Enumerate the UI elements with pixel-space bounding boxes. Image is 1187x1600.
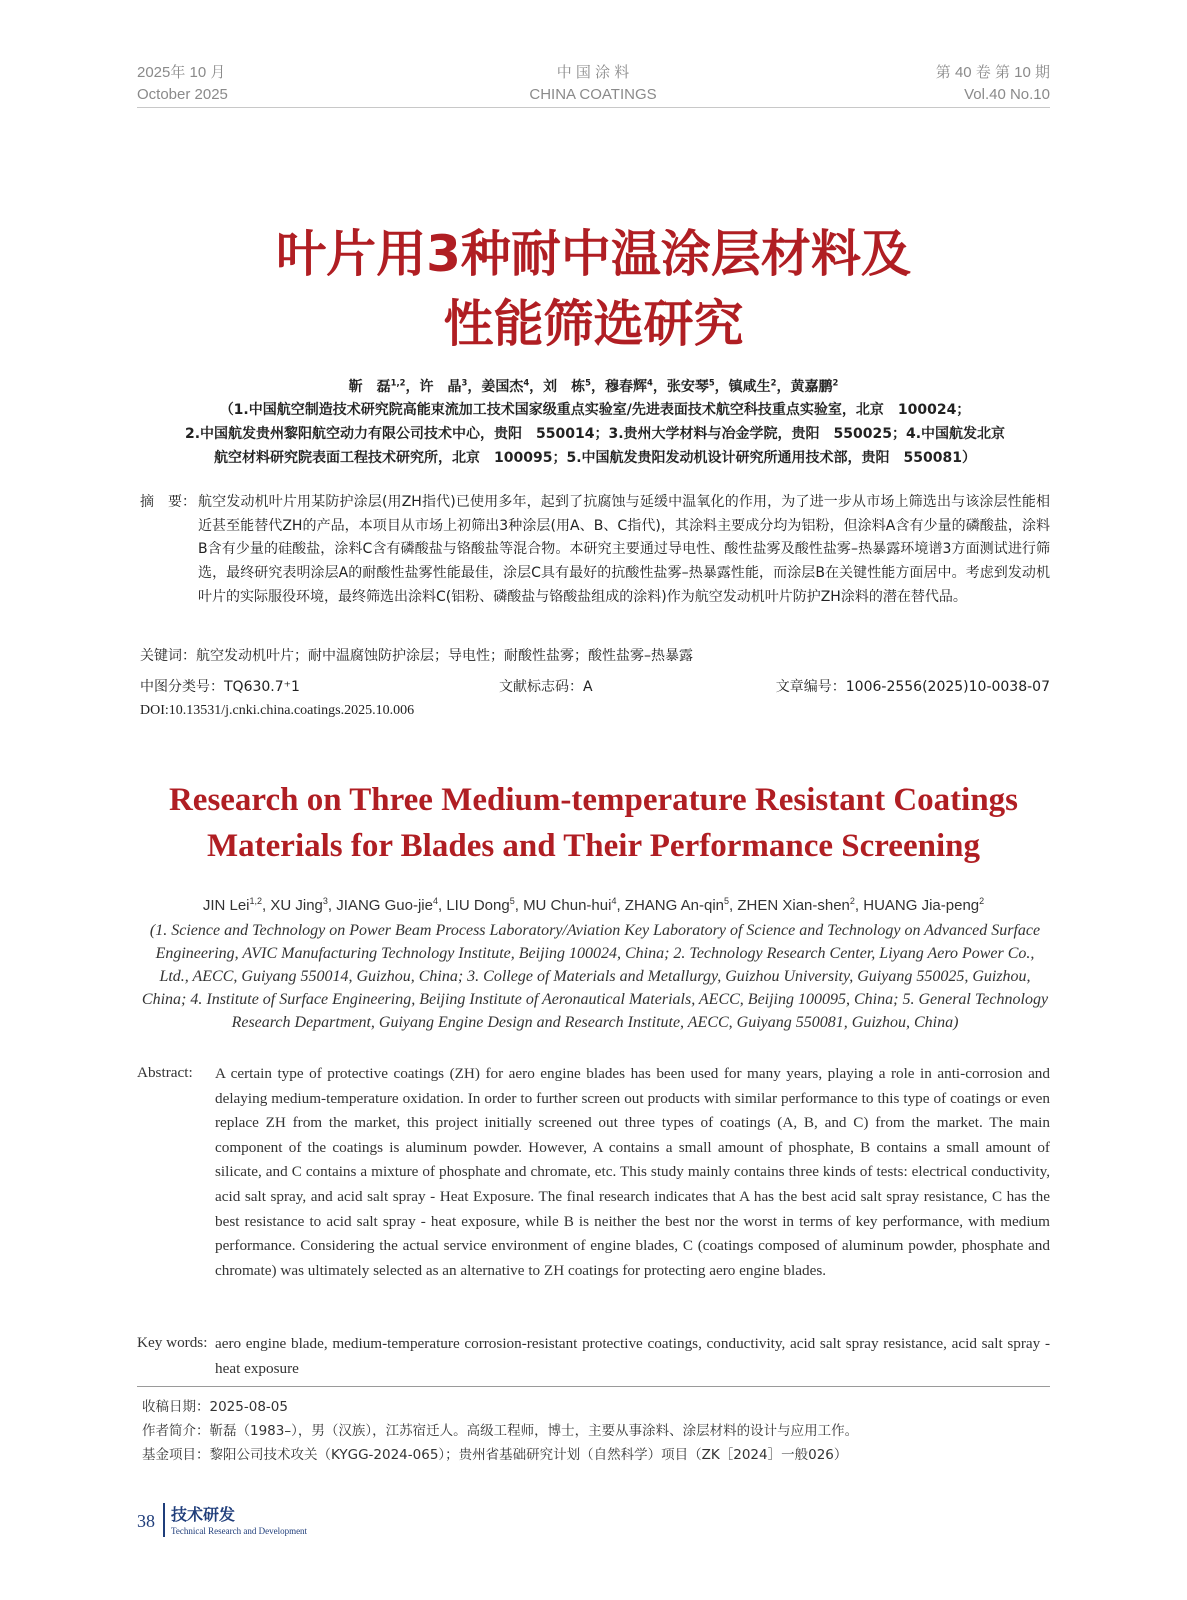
header-rule [137,107,1050,108]
header-right [936,62,1050,106]
author-authors_cn-0 [349,379,420,395]
footer-divider [163,1503,165,1537]
author-authors_en-2 [336,897,446,914]
author-name: LIU Dong [446,897,510,914]
issue-date-cn: 2025年 10 月 [137,64,226,81]
title-cn-line1: 叶片用3种耐中温涂层材料及 [276,225,911,283]
author-bio: 作者简介：靳磊（1983–），男（汉族），江苏宿迁人。高级工程师，博士，主要从事涂料、涂层材料的设计与应用工作。 [142,1423,859,1439]
keywords-en-text: aero engine blade, medium-temperature corrosion-resistant protective coatings, conductivity, acid salt spray resistance, acid salt spray - heat exposure [215,1335,1050,1377]
title-cn-line2: 性能筛选研究 [443,295,744,353]
volume-cn: 第 40 卷 第 10 期 [935,64,1050,81]
affiliation-cn-line3: 航空材料研究院表面工程技术研究所，北京 100095；5.中国航发贵阳发动机设计研究所通用技术部，贵阳 550081） [214,450,976,466]
author-separator: ， [652,379,667,395]
affiliation-cn-line2: 2.中国航发贵州黎阳航空动力有限公司技术中心，贵阳 550014；3.贵州大学材料与冶金学院，贵阳 550025；4.中国航发北京 [184,426,1006,442]
author-name: 张安琴 [666,379,709,395]
article-number: 文章编号：1006-2556(2025)10-0038-07 [775,679,1050,695]
author-name: 黄嘉鹏 [790,379,833,395]
author-name: XU Jing [270,897,323,914]
author-authors_cn-6 [729,379,791,395]
abstract-cn-text: 航空发动机叶片用某防护涂层(用ZH指代)已使用多年，起到了抗腐蚀与延缓中温氧化的作用，为了进一步从市场上筛选出与该涂层性能相近甚至能替代ZH的产品，本项目从市场上初筛出3种涂层(用A、B、C指代)，其涂料主要成分均为铝粉，但涂料A含有少量的磷酸盐，涂料B含有少量的硅酸盐，涂料C含有磷酸盐与铬酸盐等混合物。本研究主要通过导电性、酸性盐雾及酸性盐雾–热暴露环境谱3方面测试进行筛选，最终研究表明涂层A的耐酸性盐雾性能最佳，涂层C具有最好的抗酸性盐雾–热暴露性能，而涂层B在关键性能方面居中。考虑到发动机叶片的实际服役环境，最终筛选出涂料C(铝粉、磷酸盐与铬酸盐组成的涂料)作为航空发动机叶片防护ZH涂料的潜在替代品。 [198,494,1050,605]
author-authors_en-7 [863,897,984,914]
author-separator: , [327,897,337,914]
affiliations-cn [140,398,1050,470]
author-affiliation-mark: 2 [979,896,985,906]
author-name: ZHEN Xian-shen [737,897,850,914]
author-name: 靳 磊 [348,379,391,395]
author-authors_cn-3 [543,379,605,395]
author-separator: ， [776,379,791,395]
author-separator: ， [467,379,482,395]
received-date: 收稿日期：2025-08-05 [142,1399,288,1415]
keywords-en-label: Key words: [137,1334,208,1351]
journal-name-en: CHINA COATINGS [529,86,657,103]
author-authors_en-4 [523,897,625,914]
author-affiliation-mark: 1,2 [249,896,263,906]
author-separator: , [729,897,738,914]
journal-name-cn: 中 国 涂 料 [556,64,630,81]
abstract-cn-label: 摘 要： [140,494,196,510]
author-affiliation-mark: 5 [708,377,715,388]
author-name: 许 晶 [419,379,462,395]
issue-date-en: October 2025 [137,86,228,103]
author-affiliation-mark: 5 [585,377,591,388]
author-separator: ， [591,379,605,395]
keywords-cn [140,645,693,665]
author-name: MU Chun-hui [523,897,612,914]
fund-info: 基金项目：黎阳公司技术攻关（KYGG-2024-065）；贵州省基础研究计划（自然科学）项目（ZK［2024］一般026） [142,1447,848,1463]
title-en [0,777,1187,869]
author-authors_cn-5 [667,379,729,395]
author-affiliation-mark: 3 [461,377,468,388]
author-separator: , [437,897,447,914]
author-name: ZHANG An-qin [624,897,724,914]
author-affiliation-mark: 4 [432,896,438,906]
authors-cn [0,376,1187,396]
author-affiliation-mark: 2 [849,896,855,906]
author-name: 穆春辉 [605,379,647,395]
author-authors_en-3 [446,897,523,914]
author-affiliation-mark: 3 [322,896,328,906]
author-separator: ， [405,379,420,395]
footnote-rule [137,1386,1050,1387]
author-authors_en-5 [625,897,738,914]
title-cn [0,222,1187,356]
author-separator: , [854,897,864,914]
affiliations-en: (1. Science and Technology on Power Beam Process Laboratory/Aviation Key Laboratory of Science and Technology on Advanced Surface Engineering, AVIC Manufacturing Technology Institute, Beijing 100024, China; 2. Technology Research Center, Liyang Aero Power Co., Ltd., AECC, Guiyang 550014, Guizhou, China; 3. College of Materials and Metallurgy, Guizhou University, Guiyang 550025, Guizhou, China; 4. Institute of Surface Engineering, Beijing Institute of Aeronautical Materials, AECC, Beijing 100095, China; 5. General Technology Research Department, Guiyang Engine Design and Research Institute, AECC, Guiyang 550081, Guizhou, China) [141,922,1049,1031]
author-affiliation-mark: 2 [832,377,839,388]
author-authors_en-6 [737,897,863,914]
author-affiliation-mark: 1,2 [390,377,406,388]
author-separator: ， [714,379,729,395]
author-affiliation-mark: 4 [611,896,617,906]
title-en-line2: Materials for Blades and Their Performance Screening [207,828,980,864]
author-separator: , [514,897,524,914]
author-authors_cn-7 [790,379,838,395]
author-authors_cn-4 [605,379,667,395]
author-authors_cn-1 [420,379,482,395]
author-authors_en-0 [203,897,271,914]
abstract-en-label: Abstract: [137,1064,193,1081]
title-en-line1: Research on Three Medium-temperature Resistant Coatings [168,782,1019,818]
author-affiliation-mark: 5 [724,896,730,906]
author-separator: , [616,897,625,914]
author-name: JIN Lei [202,897,250,914]
author-name: 刘 栋 [543,379,586,395]
clc-number: 中图分类号：TQ630.7⁺1 [140,679,300,695]
doi: DOI:10.13531/j.cnki.china.coatings.2025.10.006 [140,703,415,718]
author-affiliation-mark: 5 [509,896,515,906]
author-name: 姜国杰 [481,379,524,395]
document-code: 文献标志码：A [499,679,593,695]
author-name: JIANG Guo-jie [336,897,433,914]
author-separator: , [262,897,271,914]
author-authors_cn-2 [481,379,543,395]
author-affiliation-mark: 2 [770,377,777,388]
header-left [137,62,228,106]
abstract-en-text: A certain type of protective coatings (ZH) for aero engine blades has been used for many years, playing a role in anti-corrosion and delaying medium-temperature oxidation. In order to further screen out products with similar performance to this type of coatings or even replace ZH from the market, this project initially screened out three types of coatings (A, B, and C) from the market. The main component of the coatings is aluminum powder. However, A contains a small amount of phosphate, B contains a small amount of silicate, and C contains a mixture of phosphate and chromate, etc. This study mainly contains three kinds of tests: electrical conductivity, acid salt spray, and acid salt spray - Heat Exposure. The final research indicates that A has the best acid salt spray resistance, C has the best resistance to acid salt spray - heat exposure, while B is neither the best nor the worst in terms of key performance, with medium performance. Considering the actual service environment of engine blades, C (coatings composed of aluminum powder, phosphate and chromate) was ultimately selected as an alternative to ZH coatings for protecting aero engine blades. [215,1065,1050,1279]
keywords-cn-text: 航空发动机叶片；耐中温腐蚀防护涂层；导电性；耐酸性盐雾；酸性盐雾–热暴露 [196,648,693,664]
author-separator: ， [529,379,544,395]
section-name-en: Technical Research and Development [171,1526,308,1536]
author-name: 镇咸生 [728,379,771,395]
author-affiliation-mark: 4 [647,377,653,388]
keywords-cn-label: 关键词： [140,648,196,664]
affiliation-cn-line1: （1.中国航空制造技术研究院高能束流加工技术国家级重点实验室/先进表面技术航空科技重点实验室，北京 100024； [219,402,971,418]
author-authors_en-1 [270,897,336,914]
page-number: 38 [137,1511,155,1531]
header-center [443,62,743,106]
author-affiliation-mark: 4 [523,377,530,388]
authors-en [0,897,1187,914]
volume-en: Vol.40 No.10 [964,86,1050,103]
section-name-cn: 技术研发 [171,1505,236,1524]
author-name: HUANG Jia-peng [863,897,980,914]
